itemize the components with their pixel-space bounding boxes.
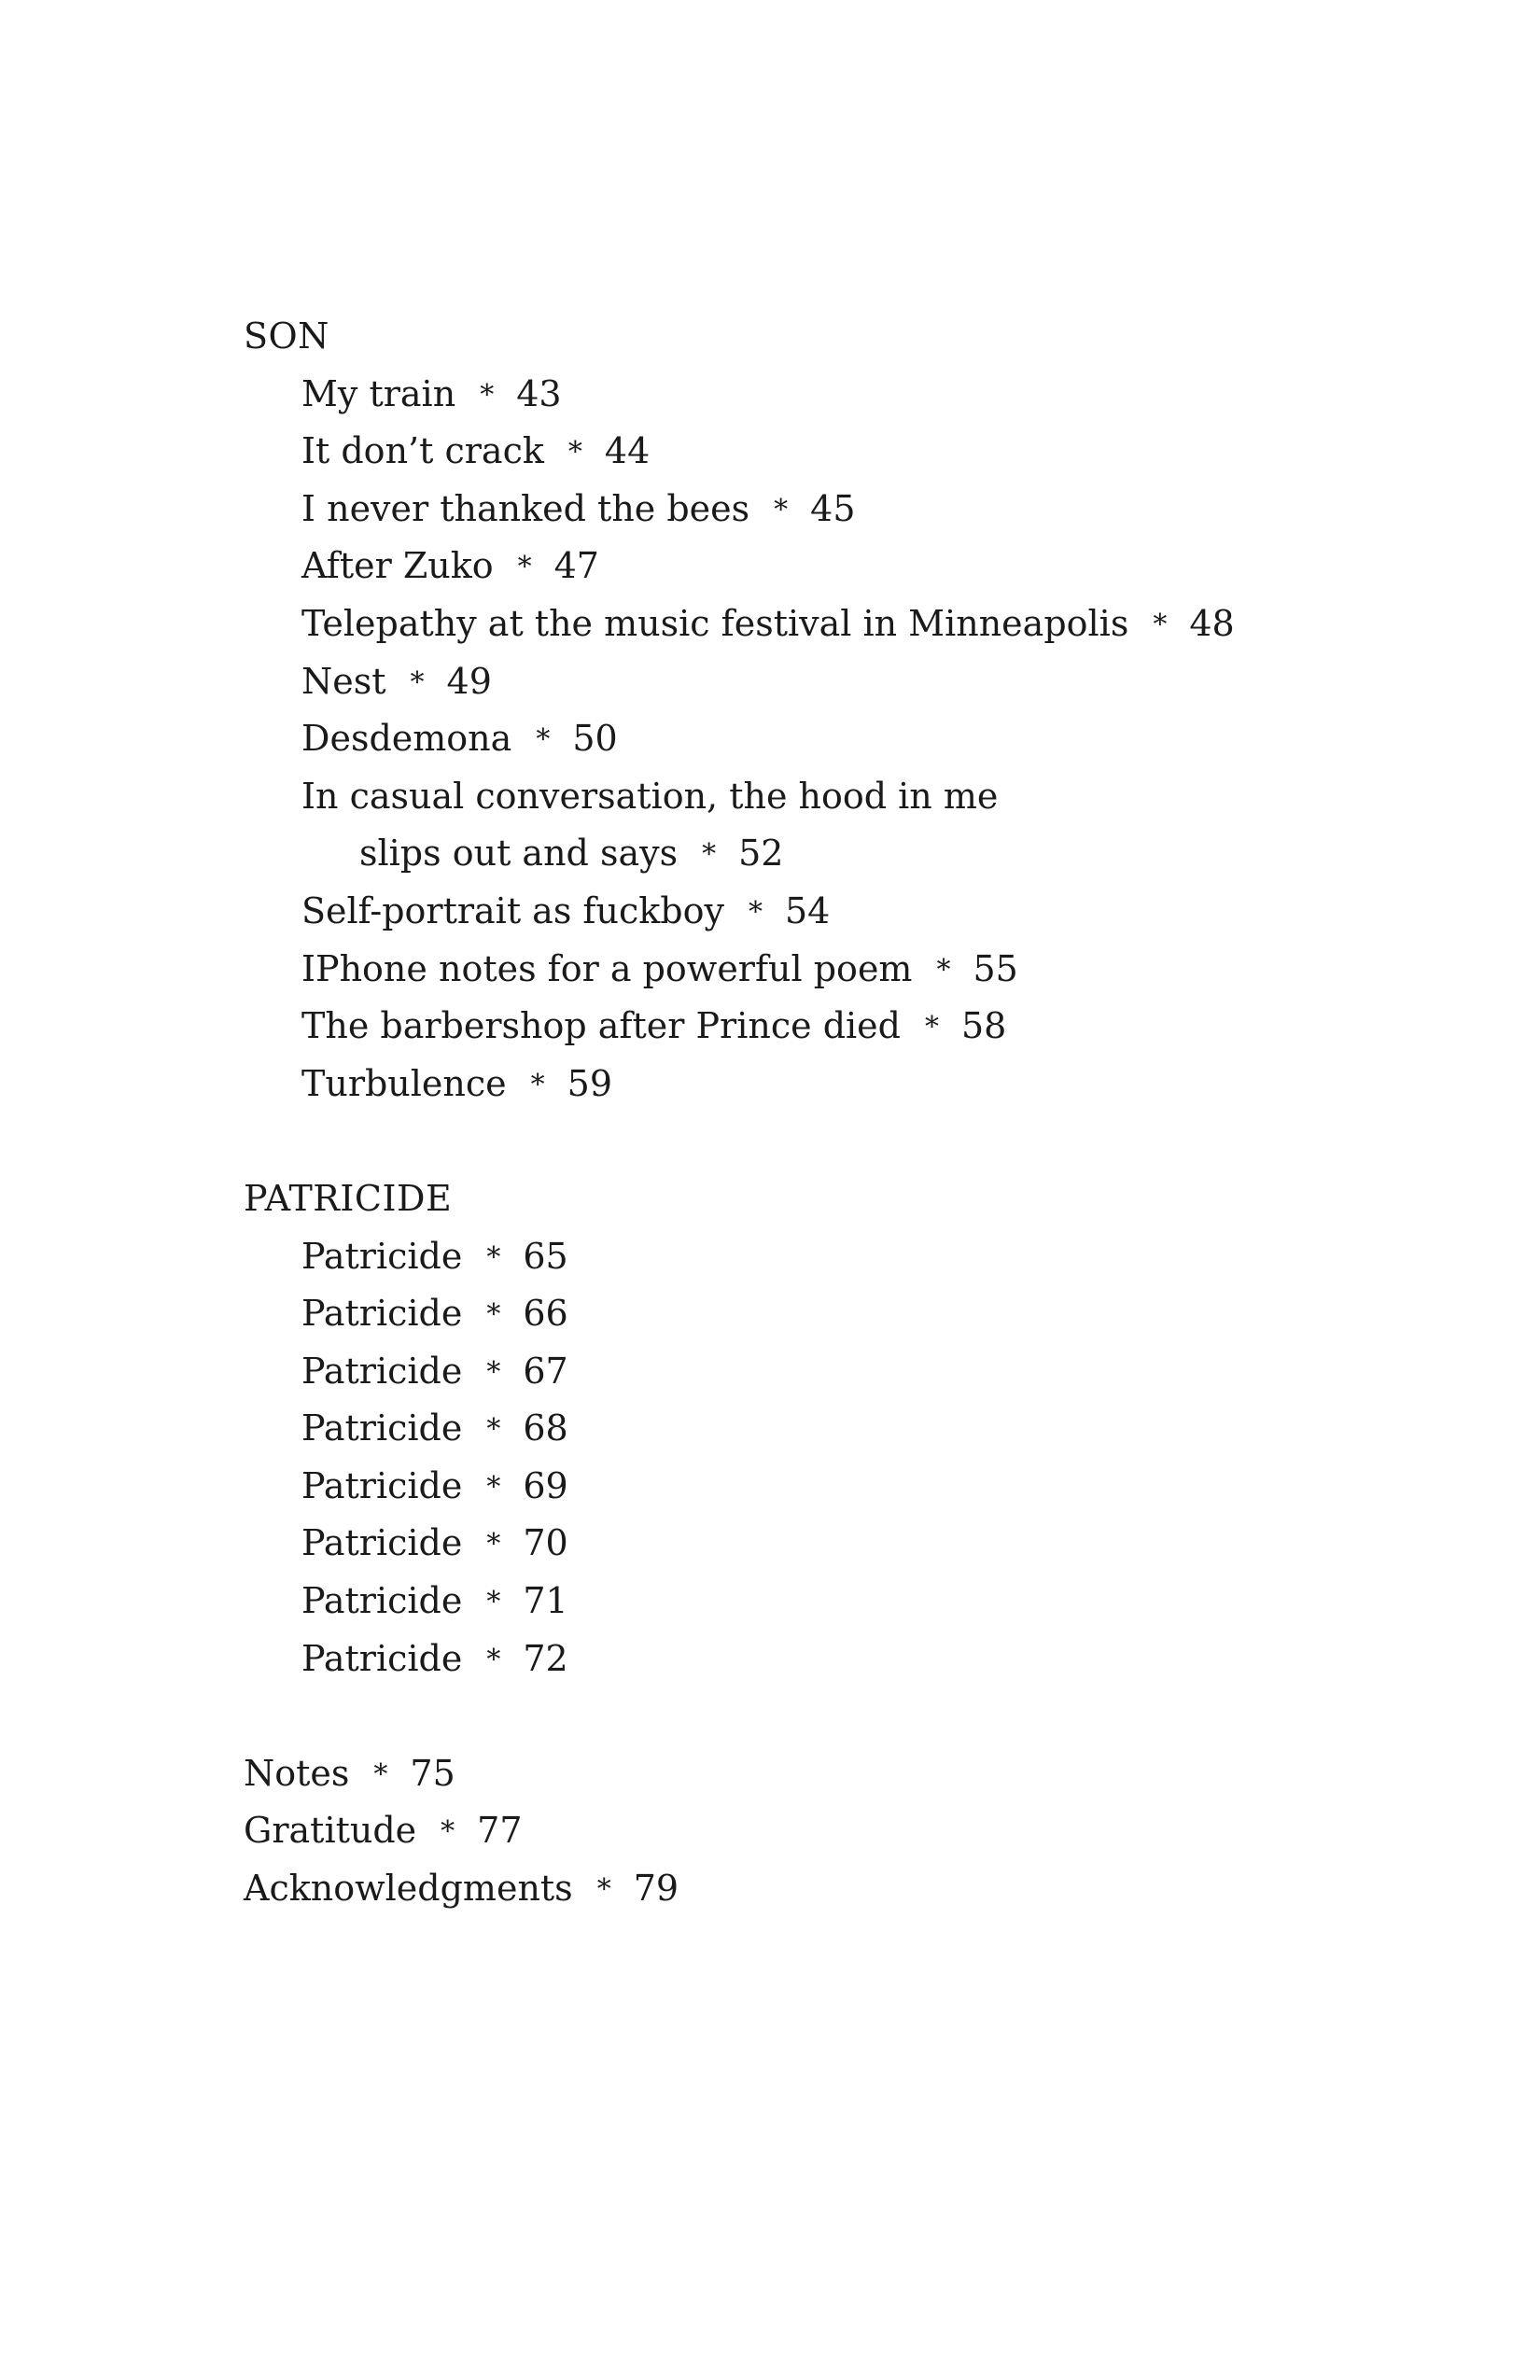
separator-star: *	[596, 1873, 611, 1907]
separator-star: *	[530, 1068, 545, 1101]
toc-entry[interactable]	[244, 1285, 1364, 1343]
separator-star: *	[486, 1413, 501, 1447]
separator-star: *	[486, 1355, 501, 1389]
entry-title: Patricide	[301, 1464, 463, 1506]
toc-entry[interactable]	[244, 941, 1364, 999]
toc-entry[interactable]	[244, 1458, 1364, 1516]
separator-star: *	[936, 953, 951, 987]
separator-star: *	[410, 665, 425, 699]
separator-star: *	[1153, 608, 1168, 641]
entry-title: Patricide	[301, 1293, 463, 1335]
toc-entry-back-matter[interactable]	[244, 1745, 1364, 1803]
toc-entry[interactable]	[244, 366, 1364, 424]
entry-title: Patricide	[301, 1522, 463, 1564]
toc-entry[interactable]	[244, 710, 1364, 768]
entry-title: IPhone notes for a powerful poem	[301, 947, 913, 989]
entry-title: Patricide	[301, 1350, 463, 1392]
separator-star: *	[774, 493, 789, 526]
entry-page-number: 70	[523, 1522, 568, 1564]
entry-page-number: 75	[410, 1752, 455, 1794]
separator-star: *	[567, 436, 582, 469]
toc-entry-continuation[interactable]	[244, 825, 1364, 883]
entry-title: Self-portrait as fuckboy	[301, 889, 724, 931]
entry-title: I never thanked the bees	[301, 487, 750, 529]
toc-entry[interactable]	[244, 538, 1364, 595]
entry-title: Turbulence	[301, 1062, 507, 1104]
toc-entry[interactable]	[244, 883, 1364, 941]
entry-page-number: 79	[633, 1868, 679, 1910]
separator-star: *	[373, 1757, 388, 1791]
entry-page-number: 72	[523, 1637, 568, 1679]
entry-page-number: 67	[523, 1350, 568, 1392]
toc-entry[interactable]	[244, 1343, 1364, 1401]
entry-page-number: 66	[523, 1293, 568, 1335]
table-of-contents	[244, 308, 1364, 1918]
toc-entry[interactable]	[244, 653, 1364, 711]
section-title-patricide: PATRICIDE	[244, 1177, 453, 1219]
entry-title: Patricide	[301, 1580, 463, 1622]
entry-page-number: 65	[523, 1235, 568, 1277]
entry-page-number: 69	[523, 1464, 568, 1506]
toc-entry[interactable]	[244, 595, 1364, 653]
toc-entry[interactable]	[244, 1573, 1364, 1631]
entry-title: My train	[301, 372, 456, 414]
toc-entry[interactable]	[244, 1400, 1364, 1458]
section-spacer	[244, 1113, 1364, 1170]
entry-page-number: 52	[738, 833, 784, 875]
toc-entry[interactable]	[244, 423, 1364, 481]
entry-title: Patricide	[301, 1407, 463, 1449]
toc-entry[interactable]	[244, 481, 1364, 539]
entry-title: It don’t crack	[301, 430, 544, 472]
entry-title: The barbershop after Prince died	[301, 1005, 901, 1047]
entry-title-continuation: slips out and says	[359, 833, 679, 875]
separator-star: *	[486, 1298, 501, 1332]
section-spacer	[244, 1687, 1364, 1745]
separator-star: *	[480, 378, 495, 412]
toc-entry[interactable]	[244, 1631, 1364, 1688]
separator-star: *	[441, 1815, 455, 1849]
separator-star: *	[486, 1586, 501, 1619]
entry-page-number: 55	[973, 947, 1018, 989]
entry-title: Notes	[244, 1752, 350, 1794]
entry-page-number: 58	[961, 1005, 1007, 1047]
separator-star: *	[486, 1470, 501, 1504]
entry-title: After Zuko	[301, 545, 494, 587]
separator-star: *	[486, 1240, 501, 1274]
entry-page-number: 49	[446, 660, 492, 702]
toc-entry-back-matter[interactable]	[244, 1860, 1364, 1918]
entry-page-number: 43	[516, 372, 562, 414]
separator-star: *	[925, 1011, 939, 1044]
separator-star: *	[536, 723, 551, 757]
toc-entry-back-matter[interactable]	[244, 1802, 1364, 1860]
entry-title: Patricide	[301, 1235, 463, 1277]
separator-star: *	[748, 895, 763, 929]
separator-star: *	[702, 838, 717, 872]
toc-entry[interactable]	[244, 1515, 1364, 1573]
entry-page-number: 77	[477, 1810, 523, 1852]
separator-star: *	[486, 1643, 501, 1676]
toc-entry[interactable]	[244, 1228, 1364, 1286]
entry-page-number: 59	[567, 1062, 613, 1104]
entry-page-number: 45	[810, 487, 856, 529]
entry-title: Nest	[301, 660, 386, 702]
entry-title: Desdemona	[301, 718, 512, 760]
entry-title: In casual conversation, the hood in me	[301, 775, 999, 817]
entry-page-number: 50	[572, 718, 618, 760]
separator-star: *	[486, 1528, 501, 1561]
entry-page-number: 47	[553, 545, 599, 587]
toc-entry[interactable]	[244, 1056, 1364, 1113]
entry-page-number: 68	[523, 1407, 568, 1449]
toc-entry[interactable]	[244, 768, 1364, 826]
section-title-son: SON	[244, 315, 329, 357]
separator-star: *	[517, 551, 532, 584]
entry-title: Acknowledgments	[244, 1868, 573, 1910]
entry-title: Telepathy at the music festival in Minneapolis	[301, 602, 1129, 644]
entry-page-number: 54	[784, 889, 831, 931]
entry-title: Patricide	[301, 1637, 463, 1679]
entry-page-number: 71	[523, 1580, 568, 1622]
entry-page-number: 48	[1189, 602, 1235, 644]
entry-title: Gratitude	[244, 1810, 417, 1852]
entry-page-number: 44	[604, 430, 651, 472]
toc-entry[interactable]	[244, 998, 1364, 1056]
